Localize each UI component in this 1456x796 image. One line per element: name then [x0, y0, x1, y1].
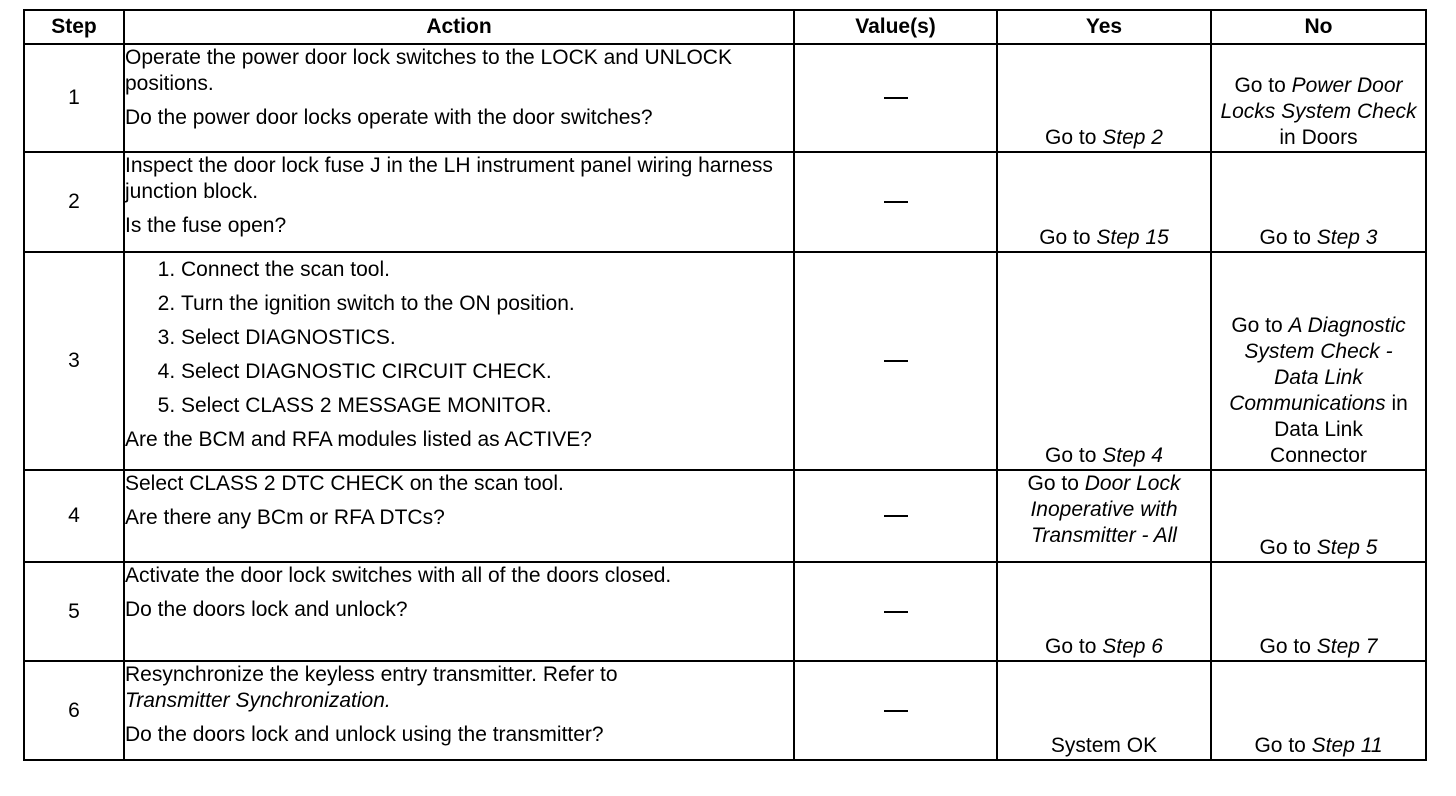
action-question: Are there any BCm or RFA DTCs? — [125, 506, 445, 529]
value-cell — [794, 152, 997, 252]
value-cell — [794, 44, 997, 152]
value-cell — [794, 661, 997, 760]
header-yes: Yes — [997, 10, 1211, 44]
action-cell — [124, 252, 794, 470]
dash-mark — [884, 201, 908, 203]
action-question: Do the doors lock and unlock using the transmitter? — [125, 723, 604, 746]
no-cell: Go to Step 11 — [1211, 661, 1426, 760]
substep-item: 1. Connect the scan tool. — [181, 257, 793, 283]
action-reference-link[interactable]: Transmitter Synchronization. — [125, 689, 391, 712]
table-row — [24, 661, 1426, 760]
dash-mark — [884, 710, 908, 712]
no-link[interactable]: Step 7 — [1316, 635, 1378, 658]
yes-link[interactable]: Step 15 — [1096, 226, 1169, 249]
header-no: No — [1211, 10, 1426, 44]
action-question: Do the doors lock and unlock? — [125, 598, 408, 621]
value-cell — [794, 470, 997, 562]
yes-cell: Go to Step 6 — [997, 562, 1211, 661]
no-link[interactable]: Step 3 — [1316, 226, 1378, 249]
step-number: 2 — [24, 152, 124, 252]
no-cell: Go to Power Door Locks System Check in Doors — [1211, 44, 1426, 152]
yes-cell: Go to Door Lock Inoperative with Transmitter - All — [997, 470, 1211, 562]
substep-item: 5. Select CLASS 2 MESSAGE MONITOR. — [181, 393, 793, 419]
yes-link[interactable]: Step 2 — [1102, 126, 1163, 149]
action-text: Select CLASS 2 DTC CHECK on the scan tool. — [125, 472, 564, 495]
substep-item: 3. Select DIAGNOSTICS. — [181, 325, 793, 351]
value-cell — [794, 562, 997, 661]
table-row — [24, 44, 1426, 152]
substep-item: 4. Select DIAGNOSTIC CIRCUIT CHECK. — [181, 359, 793, 385]
no-cell: Go to Step 5 — [1211, 470, 1426, 562]
substep-list — [125, 257, 793, 419]
table-row — [24, 152, 1426, 252]
yes-cell: System OK — [997, 661, 1211, 760]
no-link[interactable]: Step 11 — [1311, 734, 1383, 757]
no-cell: Go to Step 3 — [1211, 152, 1426, 252]
yes-link[interactable]: Step 6 — [1102, 635, 1163, 658]
no-cell: Go to A Diagnostic System Check - Data Link Communications in Data Link Connector — [1211, 252, 1426, 470]
action-cell — [124, 562, 794, 661]
yes-link[interactable]: Door Lock Inoperative with Transmitter - All — [1030, 472, 1181, 547]
action-question: Is the fuse open? — [125, 214, 287, 237]
action-text: Operate the power door lock switches to the LOCK and UNLOCK positions. — [125, 46, 732, 95]
step-number: 6 — [24, 661, 124, 760]
diagnostic-table — [23, 9, 1427, 761]
header-step: Step — [24, 10, 124, 44]
action-text: Activate the door lock switches with all of the doors closed. — [125, 564, 672, 587]
table-row — [24, 562, 1426, 661]
dash-mark — [884, 360, 908, 362]
step-number: 4 — [24, 470, 124, 562]
action-cell — [124, 470, 794, 562]
step-number: 5 — [24, 562, 124, 661]
table-row — [24, 470, 1426, 562]
table-row — [24, 252, 1426, 470]
substep-item: 2. Turn the ignition switch to the ON position. — [181, 291, 793, 317]
yes-link[interactable]: Step 4 — [1102, 444, 1163, 467]
no-link[interactable]: Step 5 — [1316, 536, 1378, 559]
action-cell — [124, 661, 794, 760]
yes-cell: Go to Step 15 — [997, 152, 1211, 252]
header-values: Value(s) — [794, 10, 997, 44]
yes-cell: Go to Step 4 — [997, 252, 1211, 470]
action-question: Do the power door locks operate with the door switches? — [125, 106, 653, 129]
action-cell — [124, 152, 794, 252]
value-cell — [794, 252, 997, 470]
dash-mark — [884, 515, 908, 517]
header-row — [24, 10, 1426, 44]
step-number: 3 — [24, 252, 124, 470]
step-number: 1 — [24, 44, 124, 152]
dash-mark — [884, 611, 908, 613]
action-text: Resynchronize the keyless entry transmitter. Refer to Transmitter Synchronization. — [125, 663, 618, 712]
action-text: Inspect the door lock fuse J in the LH instrument panel wiring harness junction block. — [125, 154, 773, 203]
header-action: Action — [124, 10, 794, 44]
action-cell — [124, 44, 794, 152]
no-link[interactable]: Power Door Locks System Check — [1220, 74, 1417, 123]
dash-mark — [884, 97, 908, 99]
yes-cell: Go to Step 2 — [997, 44, 1211, 152]
action-question: Are the BCM and RFA modules listed as ACTIVE? — [125, 428, 592, 451]
no-cell: Go to Step 7 — [1211, 562, 1426, 661]
no-link[interactable]: A Diagnostic System Check - Data Link Communications — [1229, 314, 1406, 415]
